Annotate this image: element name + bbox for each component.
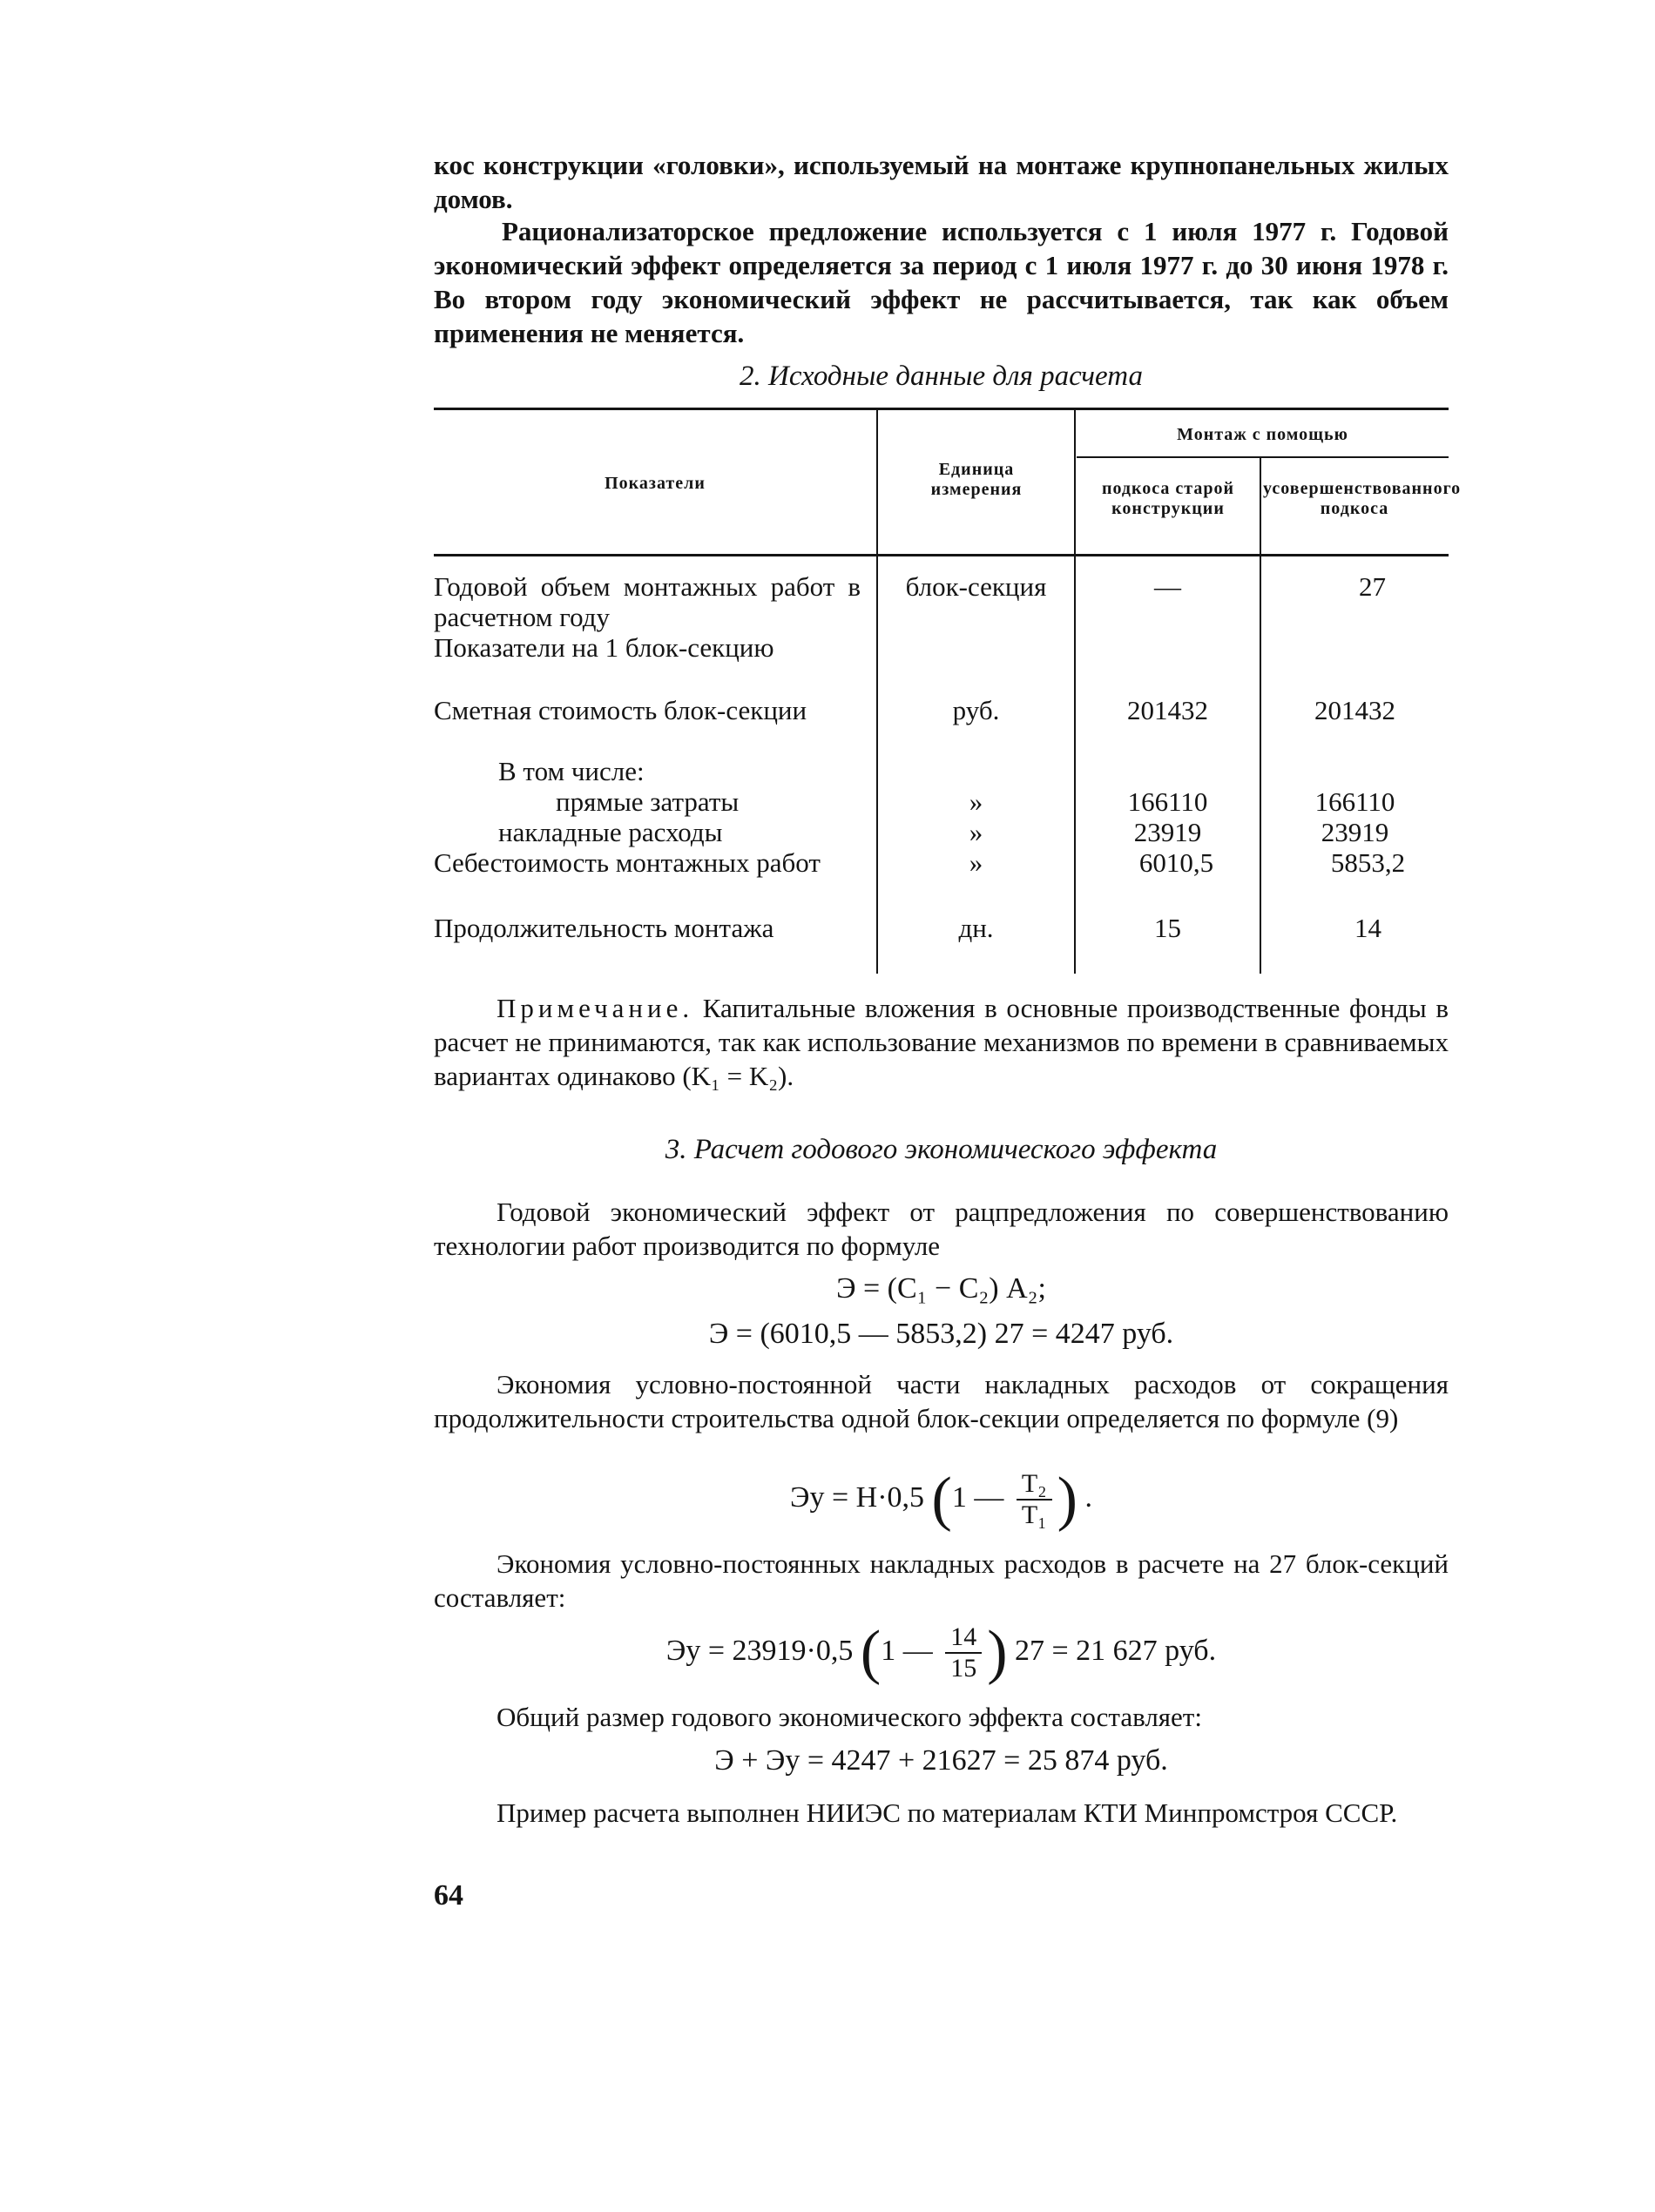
row-label: прямые затраты bbox=[556, 786, 740, 817]
row-new-value: 201432 bbox=[1314, 695, 1395, 725]
row-unit: руб. bbox=[952, 695, 1000, 725]
note-text: Капитальные вложения в основные производственные фонды в расчет не принимаются, так как использование механизмов по времени в сравниваемых вариантах одинаково (K₁ = K₂). bbox=[434, 993, 1449, 1091]
row-old-value: 23919 bbox=[1133, 817, 1202, 847]
row-old-value: 6010,5 bbox=[1138, 847, 1214, 878]
header-bottom-rule bbox=[434, 554, 1449, 556]
row-label: Продолжительность монтажа bbox=[434, 913, 774, 943]
open-paren: ( bbox=[860, 1619, 882, 1687]
column-divider-2 bbox=[1074, 408, 1076, 974]
close-paren: ) bbox=[1057, 1466, 1077, 1534]
header-group: Монтаж с помощью bbox=[1177, 425, 1348, 444]
row-unit: » bbox=[969, 847, 983, 878]
row-new-value: 14 bbox=[1354, 913, 1381, 943]
formula-effect-values: Э = (6010,5 — 5853,2) 27 = 4247 руб. bbox=[708, 1318, 1174, 1350]
formula-one-minus: 1 — bbox=[881, 1635, 933, 1667]
formula-effect-general: Э = (C₁ − C₂) A₂; bbox=[836, 1272, 1046, 1305]
header-old: подкоса старой конструкции bbox=[1101, 479, 1235, 518]
note-label: Примечание. bbox=[496, 993, 694, 1023]
row-new-value: 5853,2 bbox=[1330, 847, 1406, 878]
section-3-paragraph-3: Экономия условно-постоянных накладных расходов в расчете на 27 блок-секций составляет: bbox=[434, 1548, 1449, 1613]
row-unit: » bbox=[969, 786, 983, 817]
row-unit: » bbox=[969, 817, 983, 847]
row-unit: дн. bbox=[958, 913, 994, 943]
row-old-value: 166110 bbox=[1127, 786, 1208, 817]
formula-tail: 27 = 21 627 руб. bbox=[1015, 1635, 1217, 1667]
header-new: усовершенствованного подкоса bbox=[1263, 479, 1462, 518]
row-label: Сметная стоимость блок-секции bbox=[434, 695, 807, 725]
section-3-paragraph-1: Годовой экономический эффект от рацпредложения по совершенствованию технологии работ производится по формуле bbox=[434, 1197, 1449, 1261]
section-3-paragraph-5: Пример расчета выполнен НИИЭС по материалам КТИ Минпромстроя СССР. bbox=[496, 1797, 1398, 1828]
row-new-value: 166110 bbox=[1314, 786, 1395, 817]
section-3-paragraph-4: Общий размер годового экономического эффекта составляет: bbox=[496, 1702, 1202, 1732]
fraction-t2-t1 bbox=[1017, 1469, 1052, 1530]
row-new-value: 27 bbox=[1359, 571, 1386, 602]
table-top-rule bbox=[434, 408, 1449, 410]
row-label: Себестоимость монтажных работ bbox=[434, 847, 821, 878]
row-old-value: 15 bbox=[1154, 913, 1181, 943]
intro-paragraph-1: кос конструкции «головки», используемый на монтаже крупнопанельных жилых домов. bbox=[434, 150, 1449, 214]
fraction-numerator: 14 bbox=[945, 1622, 982, 1654]
formula-overhead-values bbox=[434, 1616, 1449, 1686]
formula-one-minus: 1 — bbox=[951, 1481, 1004, 1514]
formula-tail: . bbox=[1084, 1481, 1092, 1514]
fraction-14-15 bbox=[945, 1622, 982, 1683]
intro-paragraph-2: Рационализаторское предложение используется с 1 июля 1977 г. Годовой экономический эффект определяется за период с 1 июля 1977 г. до 30 июня 1978 г. Во втором году экономический эффект не рассчитывается, так как объем применения не меняется. bbox=[434, 216, 1449, 348]
fraction-denominator: T₁ bbox=[1021, 1501, 1047, 1530]
row-label: Годовой объем монтажных работ в расчетном году bbox=[434, 571, 861, 632]
formula-total: Э + Эу = 4247 + 21627 = 25 874 руб. bbox=[714, 1744, 1168, 1777]
header-unit: Единица измерения bbox=[930, 460, 1023, 499]
column-divider-1 bbox=[876, 408, 878, 974]
header-indicators: Показатели bbox=[605, 474, 706, 493]
formula-overhead-general bbox=[434, 1463, 1449, 1533]
page-number: 64 bbox=[434, 1879, 463, 1912]
row-unit: блок-секция bbox=[905, 571, 1047, 602]
row-new-value: 23919 bbox=[1321, 817, 1389, 847]
source-data-table bbox=[434, 408, 1462, 982]
close-paren: ) bbox=[987, 1619, 1008, 1687]
fraction-denominator: 15 bbox=[950, 1654, 977, 1683]
fraction-numerator: T₂ bbox=[1017, 1469, 1052, 1501]
section-3-title: 3. Расчет годового экономического эффекта bbox=[665, 1134, 1218, 1165]
row-old-value: 201432 bbox=[1127, 695, 1208, 725]
formula-left: Эу = H·0,5 bbox=[790, 1481, 925, 1514]
row-label: Показатели на 1 блок-секцию bbox=[434, 632, 774, 663]
formula-left: Эу = 23919·0,5 bbox=[665, 1635, 854, 1667]
table-note bbox=[434, 991, 1449, 1093]
group-header-rule bbox=[1077, 456, 1449, 458]
section-3-paragraph-2: Экономия условно-постоянной части накладных расходов от сокращения продолжительности строительства одной блок-секции определяется по формуле (9) bbox=[434, 1369, 1449, 1433]
row-old-value: — bbox=[1154, 571, 1181, 602]
open-paren: ( bbox=[931, 1466, 952, 1534]
table-title: 2. Исходные данные для расчета bbox=[740, 361, 1143, 392]
row-label: В том числе: bbox=[498, 756, 645, 786]
row-label: накладные расходы bbox=[498, 817, 723, 847]
